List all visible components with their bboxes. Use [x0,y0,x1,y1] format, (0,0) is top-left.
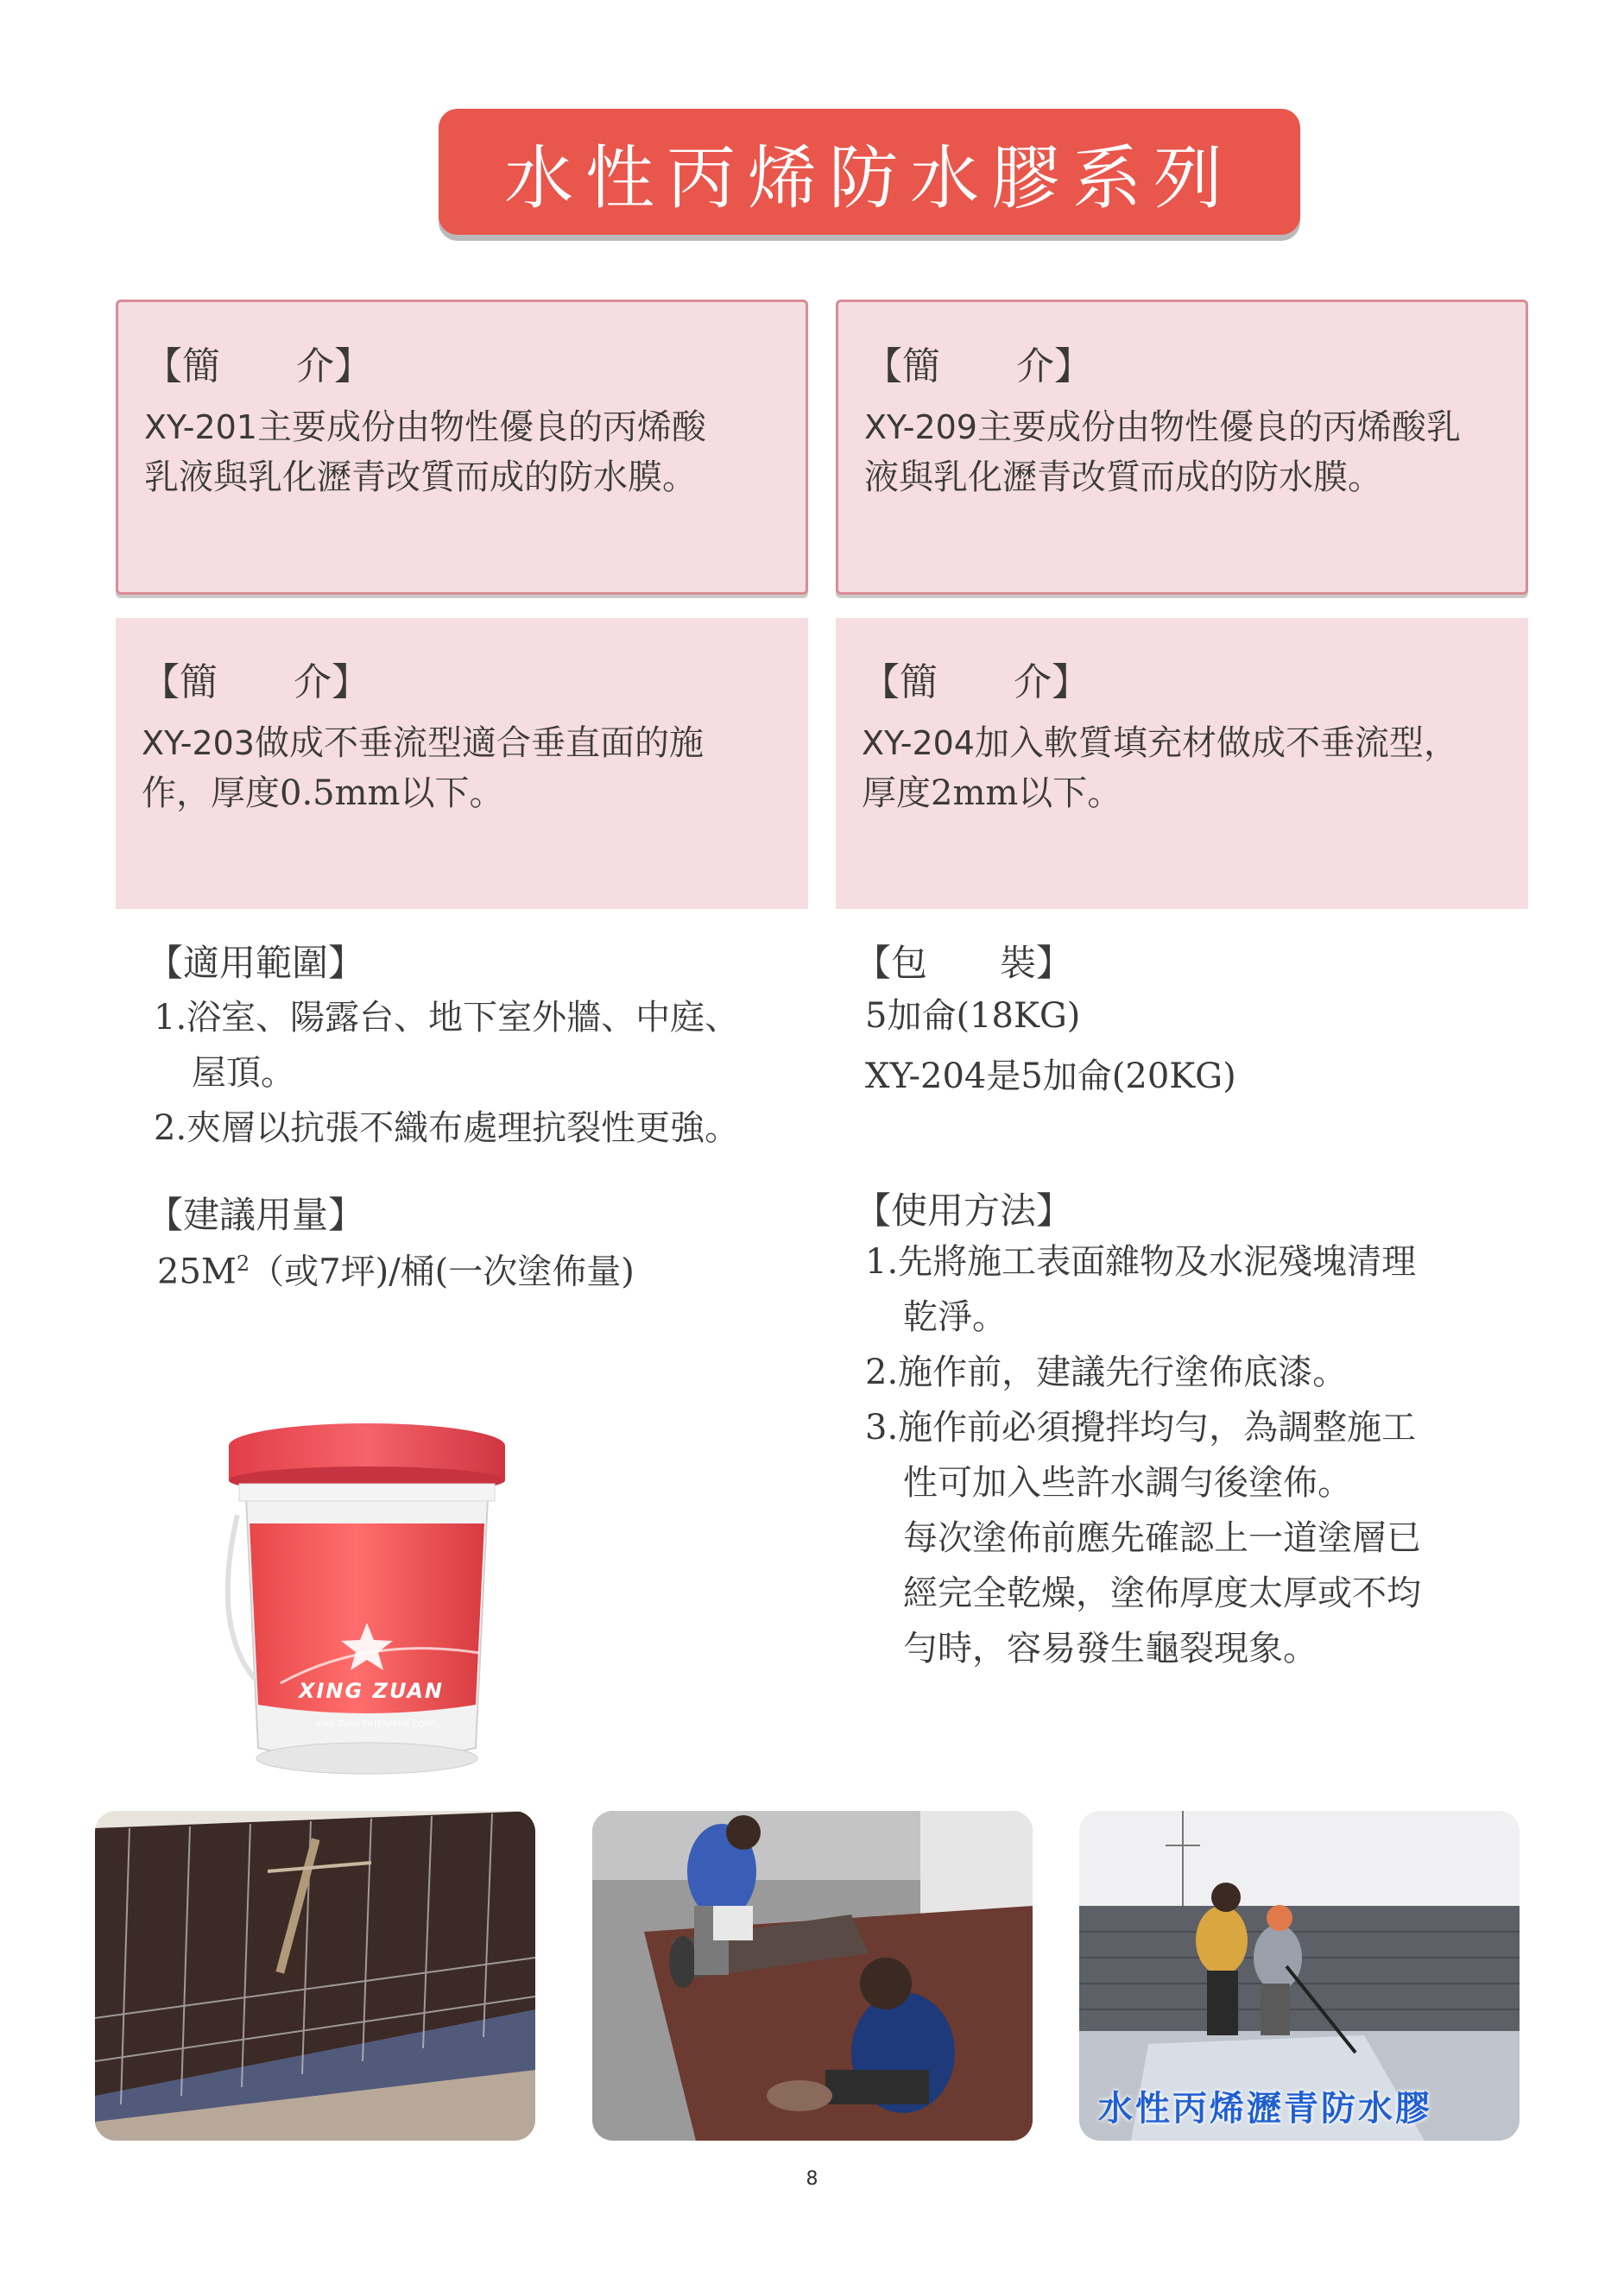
method-item: 1.先將施工表面雜物及水泥殘塊清理 [865,1242,1417,1282]
photo-rooftop [1079,1811,1520,2141]
bucket-brand-text: XING ZUAN [298,1679,445,1703]
card-line-2: 厚度2mm以下。 [862,773,1122,813]
card-heading: 【簡 介】 [862,660,1090,704]
scope-list [154,990,739,1156]
method-item: 經完全乾燥，塗佈厚度太厚或不均 [903,1574,1421,1613]
photo-workers-floor [592,1811,1033,2141]
packaging-list [865,988,1236,1104]
method-heading: 【使用方法】 [855,1189,1073,1232]
card-heading: 【簡 介】 [142,660,370,704]
page-title: 水性丙烯防水膠系列 [504,137,1235,218]
card-body [864,402,1500,502]
page-number: 8 [806,2168,818,2190]
intro-card-xy209 [836,300,1528,595]
usage-amount-heading: 【建議用量】 [147,1194,365,1236]
product-code: XY-201 [144,408,257,446]
photo-caption: 水性丙烯瀝青防水膠 [1098,2088,1432,2129]
product-code: XY-209 [864,408,977,446]
card-line-2: 作，厚度0.5mm以下。 [142,773,504,813]
amount-sup: 2 [236,1252,250,1276]
amount-suffix: （或7坪)/桶(一次塗佈量) [250,1252,635,1292]
intro-card-xy204 [836,618,1528,909]
method-list [865,1234,1421,1676]
scope-item: 1.浴室、陽露台、地下室外牆、中庭、 [154,998,740,1038]
card-body [144,402,780,502]
packaging-item: 5加侖(18KG) [865,996,1081,1036]
card-line-2: 液與乳化瀝青改質而成的防水膜。 [864,457,1382,497]
packaging-heading: 【包 裝】 [855,942,1073,984]
card-line-1: 主要成份由物性優良的丙烯酸 [256,407,706,447]
usage-amount-value [157,1236,635,1299]
method-item: 每次塗佈前應先確認上一道塗層已 [903,1518,1421,1558]
method-item: 2.施作前，建議先行塗佈底漆。 [865,1353,1348,1392]
scope-item: 屋頂。 [192,1053,295,1093]
product-code: XY-203 [142,724,255,762]
card-line-1: 做成不垂流型適合垂直面的施 [254,723,704,763]
card-line-1: 加入軟質填充材做成不垂流型， [974,723,1458,763]
product-code: XY-204 [862,724,975,762]
intro-card-xy201 [116,300,808,595]
bucket-company-text: XING ZUAN ENTERPRISE CORP. [315,1720,436,1729]
packaging-item: XY-204是5加侖(20KG) [865,1057,1236,1096]
card-line-1: 主要成份由物性優良的丙烯酸乳 [976,407,1461,447]
method-item: 性可加入些許水調勻後塗佈。 [903,1463,1352,1503]
photo-wall-mesh [95,1811,535,2141]
method-item: 3.施作前必須攪拌均勻，為調整施工 [865,1408,1417,1448]
intro-card-xy203 [116,618,808,909]
method-item: 勻時，容易發生龜裂現象。 [903,1629,1318,1668]
card-body [142,718,782,818]
method-item: 乾淨。 [903,1297,1007,1337]
title-banner [439,109,1300,235]
amount-prefix: 25M [157,1252,237,1292]
scope-item: 2.夾層以抗張不織布處理抗裂性更強。 [154,1108,740,1148]
product-bucket-image [220,1420,514,1793]
scope-heading: 【適用範圍】 [147,942,365,984]
card-body [862,718,1502,818]
card-heading: 【簡 介】 [864,344,1092,388]
card-heading: 【簡 介】 [144,344,372,388]
card-line-2: 乳液與乳化瀝青改質而成的防水膜。 [144,457,697,497]
